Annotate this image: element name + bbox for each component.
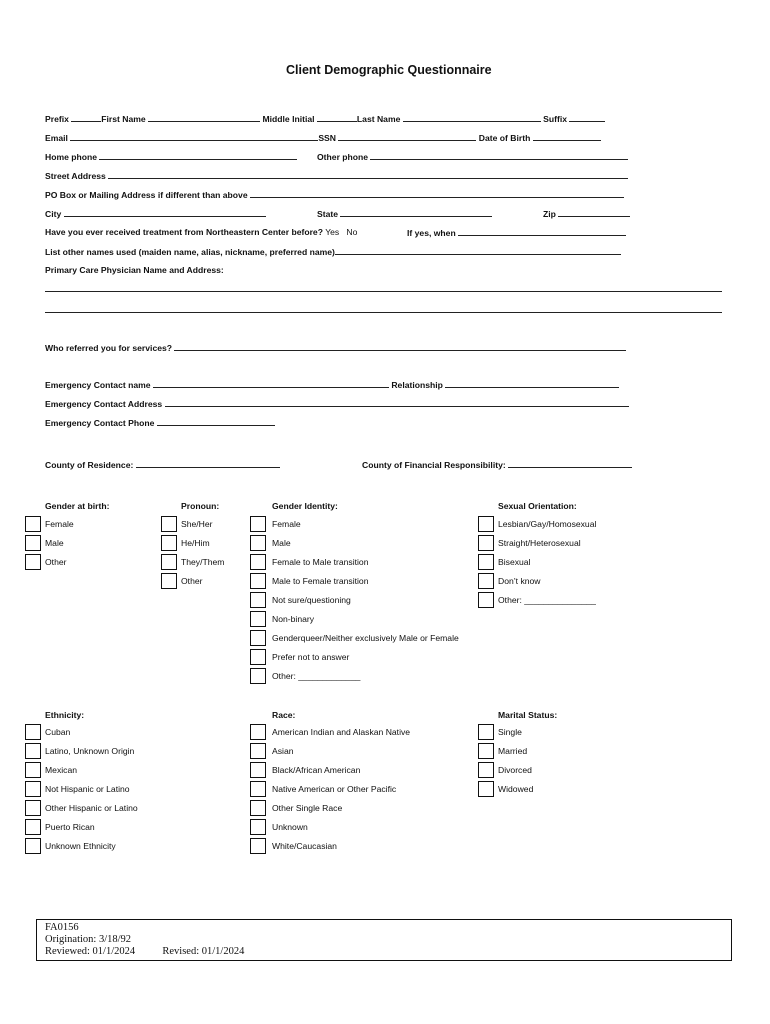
revised: Revised: 01/1/2024: [162, 946, 245, 957]
ethnicity-checkbox[interactable]: [25, 743, 41, 759]
state-label: State: [317, 209, 339, 219]
ethnicity-heading: Ethnicity:: [45, 710, 85, 720]
referred-row: [45, 342, 626, 353]
marital-option-label: Married: [498, 746, 528, 756]
county-fin-row: [362, 459, 632, 470]
gender-birth-option-label: Male: [45, 538, 64, 548]
marital-option-label: Widowed: [498, 784, 534, 794]
email-label: Email: [45, 133, 68, 143]
em-name-row: [45, 379, 619, 390]
sexual-orientation-option-label: Don’t know: [498, 576, 541, 586]
pronoun-checkbox[interactable]: [161, 535, 177, 551]
state-row: [317, 208, 492, 219]
pronoun-checkbox[interactable]: [161, 516, 177, 532]
zip-label: Zip: [543, 209, 556, 219]
ethnicity-checkbox[interactable]: [25, 781, 41, 797]
sexual-orientation-option-label: Straight/Heterosexual: [498, 538, 581, 548]
pcp-label: Primary Care Physician Name and Address:: [45, 265, 224, 275]
gender-identity-heading: Gender Identity:: [272, 501, 338, 511]
gender-identity-checkbox[interactable]: [250, 668, 266, 684]
other-phone-input[interactable]: [370, 151, 628, 160]
city-row: [45, 208, 266, 219]
race-checkbox[interactable]: [250, 724, 266, 740]
first-name-input[interactable]: [148, 113, 260, 122]
ethnicity-option-label: Cuban: [45, 727, 71, 737]
street-label: Street Address: [45, 171, 106, 181]
em-address-input[interactable]: [165, 398, 629, 407]
relationship-input[interactable]: [445, 379, 619, 388]
gender-identity-checkbox[interactable]: [250, 535, 266, 551]
if-yes-label: If yes, when: [407, 228, 456, 238]
race-option-label: Unknown: [272, 822, 308, 832]
gender-identity-checkbox[interactable]: [250, 592, 266, 608]
gender-birth-heading: Gender at birth:: [45, 501, 110, 511]
ethnicity-option-label: Puerto Rican: [45, 822, 95, 832]
sexual-orientation-option-label: Bisexual: [498, 557, 531, 567]
ethnicity-checkbox[interactable]: [25, 800, 41, 816]
gender-identity-checkbox[interactable]: [250, 573, 266, 589]
other-names-label: List other names used (maiden name, alias, nickname, preferred name): [45, 247, 335, 257]
gender-identity-checkbox[interactable]: [250, 554, 266, 570]
pronoun-option-label: Other: [181, 576, 203, 586]
if-yes-row: [407, 227, 626, 238]
gender-birth-checkbox[interactable]: [25, 516, 41, 532]
no-option[interactable]: No: [346, 227, 358, 237]
origination: Origination: 3/18/92: [45, 934, 132, 945]
sexual-orientation-option-label: Lesbian/Gay/Homosexual: [498, 519, 597, 529]
race-option-label: White/Caucasian: [272, 841, 337, 851]
email-row: [45, 132, 601, 143]
gender-identity-option-label: Male to Female transition: [272, 576, 369, 586]
em-phone-label: Emergency Contact Phone: [45, 418, 155, 428]
middle-initial-input[interactable]: [317, 113, 357, 122]
prefix-input[interactable]: [71, 113, 101, 122]
reviewed-revised-row: [45, 946, 731, 958]
name-row: [45, 113, 605, 124]
street-input[interactable]: [108, 170, 628, 179]
street-row: [45, 170, 628, 181]
gender-birth-option-label: Female: [45, 519, 74, 529]
marital-checkbox[interactable]: [478, 743, 494, 759]
last-name-input[interactable]: [403, 113, 541, 122]
pcp-line-1[interactable]: [45, 291, 722, 292]
if-yes-input[interactable]: [458, 227, 626, 236]
pronoun-checkbox[interactable]: [161, 573, 177, 589]
zip-input[interactable]: [558, 208, 630, 217]
gender-identity-option-label: Male: [272, 538, 291, 548]
em-name-label: Emergency Contact name: [45, 380, 151, 390]
page-title: Client Demographic Questionnaire: [286, 63, 492, 77]
pcp-line-2[interactable]: [45, 312, 722, 313]
gender-identity-option-label: Other: _____________: [272, 671, 361, 681]
pronoun-option-label: He/Him: [181, 538, 210, 548]
sexual-orientation-checkbox[interactable]: [478, 573, 494, 589]
ssn-label: SSN: [318, 133, 336, 143]
dob-input[interactable]: [533, 132, 601, 141]
home-phone-input[interactable]: [99, 151, 297, 160]
gender-identity-option-label: Not sure/questioning: [272, 595, 351, 605]
em-address-row: [45, 398, 629, 409]
home-phone-label: Home phone: [45, 152, 98, 162]
marital-option-label: Divorced: [498, 765, 532, 775]
treatment-row: [45, 227, 357, 237]
form-id: FA0156: [45, 922, 79, 933]
race-option-label: Asian: [272, 746, 294, 756]
gender-identity-option-label: Female to Male transition: [272, 557, 369, 567]
suffix-label: Suffix: [543, 114, 568, 124]
em-address-label: Emergency Contact Address: [45, 399, 163, 409]
gender-identity-checkbox[interactable]: [250, 611, 266, 627]
ethnicity-option-label: Not Hispanic or Latino: [45, 784, 130, 794]
ethnicity-checkbox[interactable]: [25, 838, 41, 854]
sexual-orientation-heading: Sexual Orientation:: [498, 501, 577, 511]
race-option-label: Native American or Other Pacific: [272, 784, 397, 794]
race-checkbox[interactable]: [250, 781, 266, 797]
marital-checkbox[interactable]: [478, 781, 494, 797]
ethnicity-option-label: Unknown Ethnicity: [45, 841, 116, 851]
pronoun-option-label: They/Them: [181, 557, 225, 567]
em-name-input[interactable]: [153, 379, 389, 388]
gender-identity-option-label: Non-binary: [272, 614, 315, 624]
po-box-label: PO Box or Mailing Address if different than above: [45, 190, 248, 200]
middle-initial-label: Middle Initial: [262, 114, 315, 124]
county-fin-label: County of Financial Responsibility:: [362, 460, 506, 470]
race-option-label: Black/African American: [272, 765, 361, 775]
marital-option-label: Single: [498, 727, 522, 737]
sexual-orientation-checkbox[interactable]: [478, 592, 494, 608]
ethnicity-option-label: Other Hispanic or Latino: [45, 803, 138, 813]
county-res-input[interactable]: [136, 459, 280, 468]
marital-heading: Marital Status:: [498, 710, 558, 720]
gender-identity-checkbox[interactable]: [250, 516, 266, 532]
gender-birth-checkbox[interactable]: [25, 535, 41, 551]
county-res-label: County of Residence:: [45, 460, 134, 470]
city-input[interactable]: [64, 208, 266, 217]
ethnicity-checkbox[interactable]: [25, 819, 41, 835]
zip-row: [543, 208, 630, 219]
sexual-orientation-option-label: Other: _______________: [498, 595, 596, 605]
city-label: City: [45, 209, 62, 219]
ethnicity-checkbox[interactable]: [25, 724, 41, 740]
other-names-input[interactable]: [335, 246, 621, 255]
ethnicity-option-label: Latino, Unknown Origin: [45, 746, 135, 756]
dob-label: Date of Birth: [478, 133, 531, 143]
home-phone-row: [45, 151, 297, 162]
county-res-row: [45, 459, 280, 470]
race-option-label: Other Single Race: [272, 803, 343, 813]
first-name-label: First Name: [101, 114, 146, 124]
race-checkbox[interactable]: [250, 838, 266, 854]
county-fin-input[interactable]: [508, 459, 632, 468]
race-option-label: American Indian and Alaskan Native: [272, 727, 411, 737]
gender-identity-option-label: Prefer not to answer: [272, 652, 350, 662]
treatment-question: Have you ever received treatment from Northeastern Center before?: [45, 227, 323, 237]
gender-identity-checkbox[interactable]: [250, 649, 266, 665]
ssn-input[interactable]: [338, 132, 476, 141]
em-phone-row: [45, 417, 275, 428]
sexual-orientation-checkbox[interactable]: [478, 554, 494, 570]
form-footer: [36, 919, 732, 961]
po-box-input[interactable]: [250, 189, 624, 198]
gender-identity-option-label: Female: [272, 519, 301, 529]
pronoun-heading: Pronoun:: [181, 501, 220, 511]
last-name-label: Last Name: [356, 114, 401, 124]
pronoun-checkbox[interactable]: [161, 554, 177, 570]
referred-input[interactable]: [174, 342, 626, 351]
race-checkbox[interactable]: [250, 743, 266, 759]
reviewed: Reviewed: 01/1/2024: [45, 946, 136, 957]
email-input[interactable]: [70, 132, 318, 141]
em-phone-input[interactable]: [157, 417, 275, 426]
marital-checkbox[interactable]: [478, 762, 494, 778]
state-input[interactable]: [340, 208, 492, 217]
relationship-label: Relationship: [391, 380, 443, 390]
gender-identity-option-label: Genderqueer/Neither exclusively Male or Female: [272, 633, 459, 643]
ethnicity-option-label: Mexican: [45, 765, 77, 775]
race-checkbox[interactable]: [250, 800, 266, 816]
other-names-row: [45, 246, 621, 257]
yes-option[interactable]: Yes: [325, 227, 340, 237]
ethnicity-checkbox[interactable]: [25, 762, 41, 778]
pronoun-option-label: She/Her: [181, 519, 213, 529]
race-checkbox[interactable]: [250, 762, 266, 778]
suffix-input[interactable]: [569, 113, 605, 122]
gender-identity-checkbox[interactable]: [250, 630, 266, 646]
marital-checkbox[interactable]: [478, 724, 494, 740]
sexual-orientation-checkbox[interactable]: [478, 516, 494, 532]
gender-birth-checkbox[interactable]: [25, 554, 41, 570]
prefix-label: Prefix: [45, 114, 69, 124]
po-box-row: [45, 189, 624, 200]
gender-birth-option-label: Other: [45, 557, 67, 567]
other-phone-row: [317, 151, 628, 162]
sexual-orientation-checkbox[interactable]: [478, 535, 494, 551]
other-phone-label: Other phone: [317, 152, 369, 162]
race-heading: Race:: [272, 710, 296, 720]
referred-label: Who referred you for services?: [45, 343, 173, 353]
race-checkbox[interactable]: [250, 819, 266, 835]
